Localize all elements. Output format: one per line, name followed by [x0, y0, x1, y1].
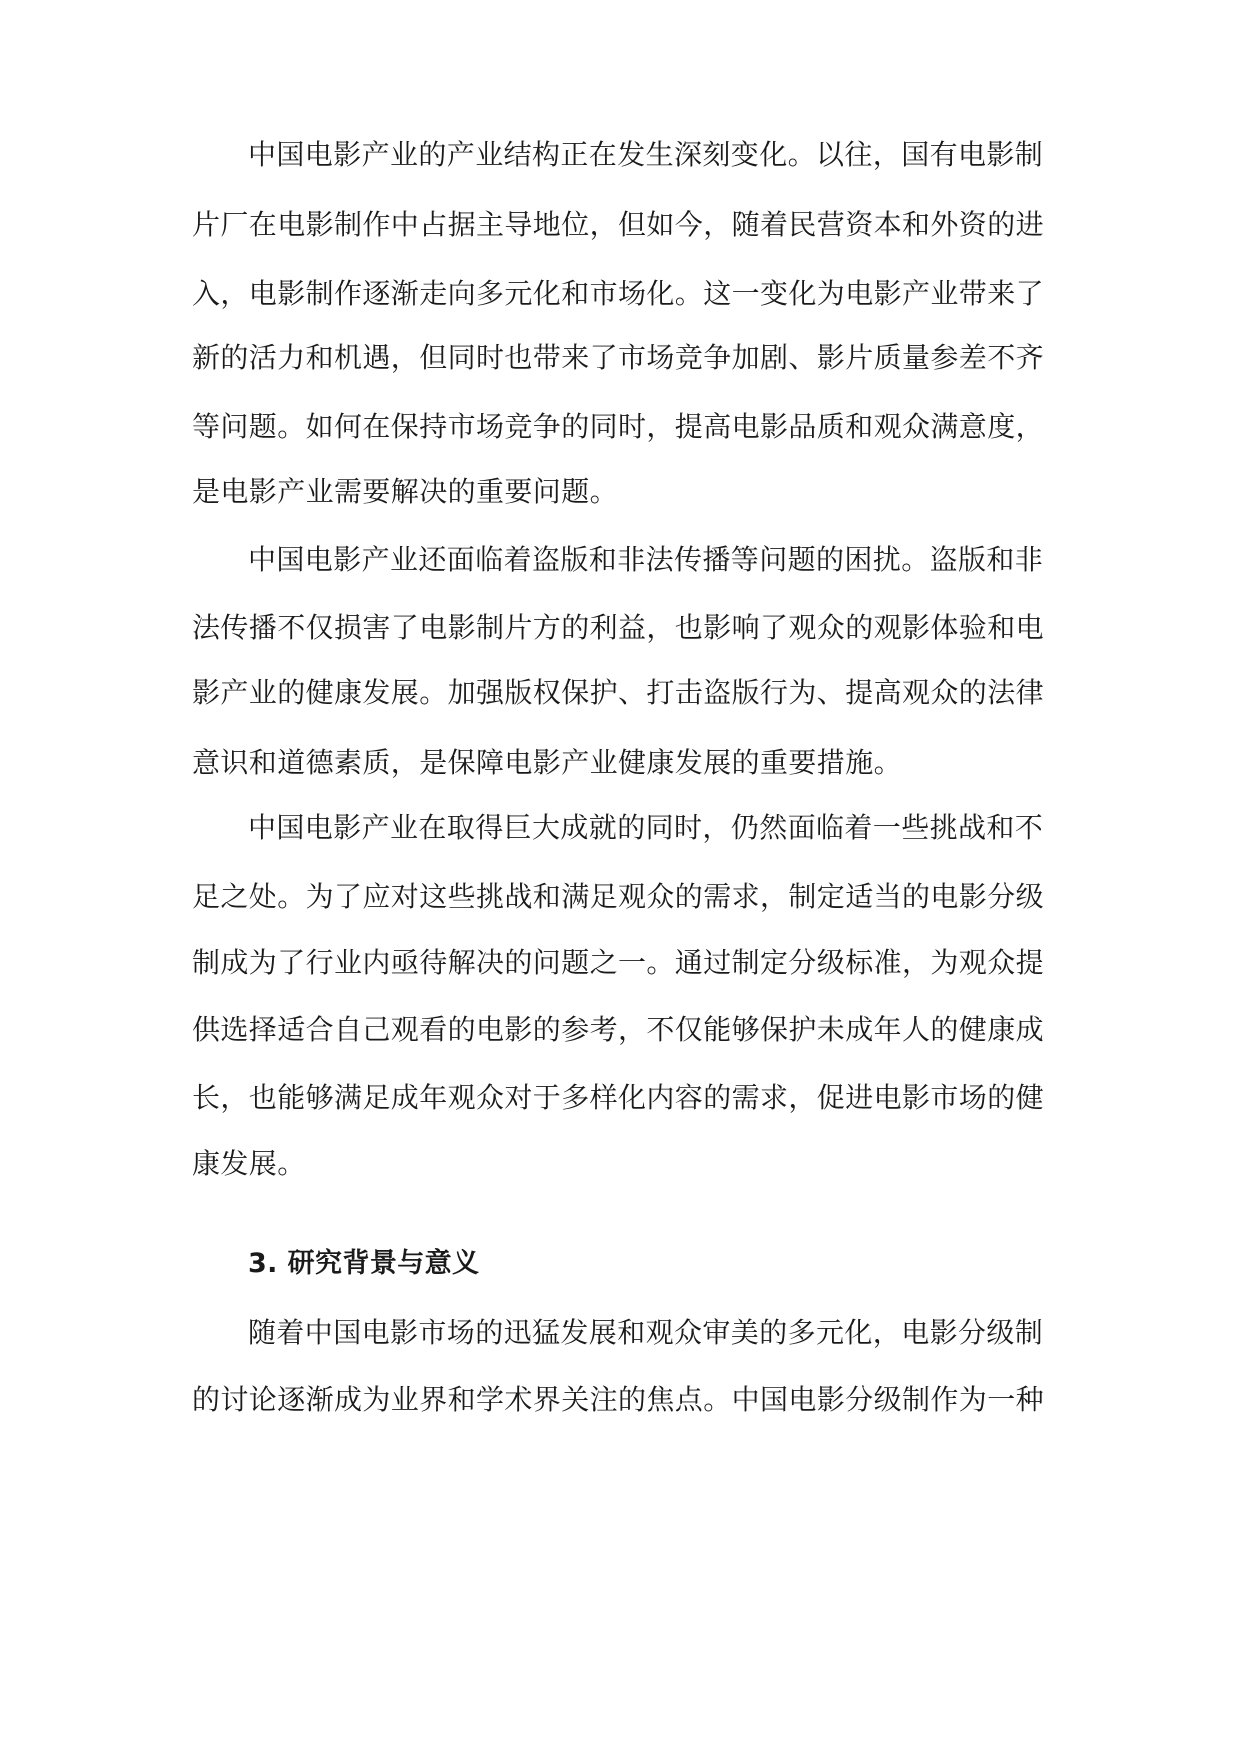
paragraph-1-line-6: 是电影产业需要解决的重要问题。: [192, 475, 619, 508]
paragraph-3-line-1: 中国电影产业在取得巨大成就的同时，仍然面临着一些挑战和不: [248, 811, 1044, 844]
paragraph-3-line-3: 制成为了行业内亟待解决的问题之一。通过制定分级标准，为观众提: [192, 946, 1045, 979]
paragraph-1-line-5: 等问题。如何在保持市场竞争的同时，提高电影品质和观众满意度，: [192, 410, 1045, 443]
paragraph-3-line-4: 供选择适合自己观看的电影的参考，不仅能够保护未成年人的健康成: [192, 1013, 1045, 1046]
paragraph-2-line-3: 影产业的健康发展。加强版权保护、打击盗版行为、提高观众的法律: [192, 676, 1045, 709]
paragraph-1-line-1: 中国电影产业的产业结构正在发生深刻变化。以往，国有电影制: [248, 138, 1044, 171]
section-paragraph-line-1: 随着中国电影市场的迅猛发展和观众审美的多元化，电影分级制: [248, 1316, 1044, 1349]
paragraph-3-line-6: 康发展。: [192, 1147, 306, 1180]
paragraph-1-line-2: 片厂在电影制作中占据主导地位，但如今，随着民营资本和外资的进: [192, 208, 1045, 241]
paragraph-1-line-3: 入，电影制作逐渐走向多元化和市场化。这一变化为电影产业带来了: [192, 277, 1045, 310]
paragraph-2-line-2: 法传播不仅损害了电影制片方的利益，也影响了观众的观影体验和电: [192, 611, 1045, 644]
paragraph-1-line-4: 新的活力和机遇，但同时也带来了市场竞争加剧、影片质量参差不齐: [192, 341, 1045, 374]
paragraph-2-line-4: 意识和道德素质，是保障电影产业健康发展的重要措施。: [192, 746, 903, 779]
section-heading: 3. 研究背景与意义: [248, 1248, 480, 1279]
paragraph-2-line-1: 中国电影产业还面临着盗版和非法传播等问题的困扰。盗版和非: [248, 543, 1044, 576]
section-paragraph-line-2: 的讨论逐渐成为业界和学术界关注的焦点。中国电影分级制作为一种: [192, 1383, 1045, 1416]
paragraph-3-line-2: 足之处。为了应对这些挑战和满足观众的需求，制定适当的电影分级: [192, 880, 1045, 913]
paragraph-3-line-5: 长，也能够满足成年观众对于多样化内容的需求，促进电影市场的健: [192, 1081, 1045, 1114]
